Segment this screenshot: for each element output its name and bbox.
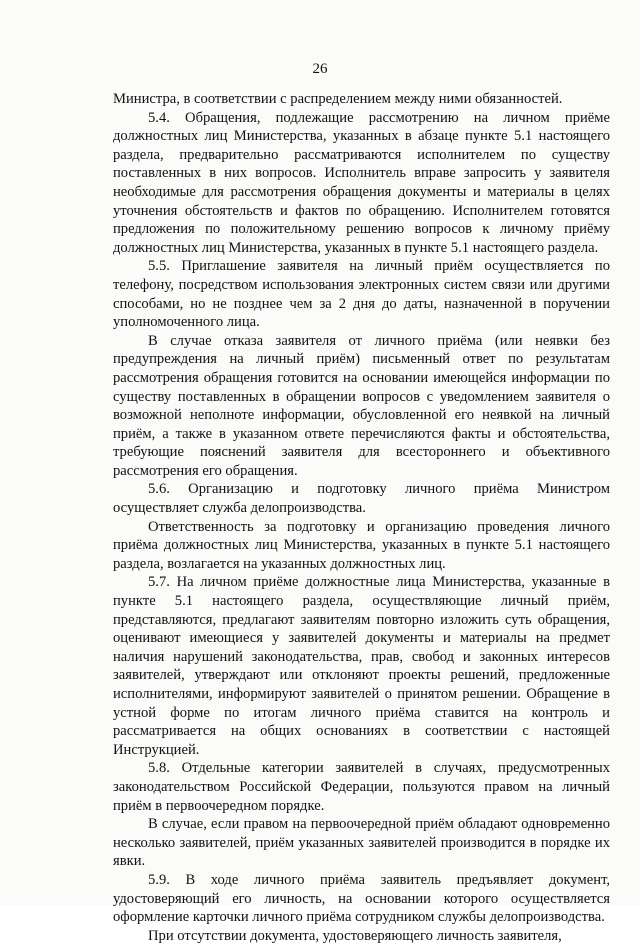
- paragraph-refusal: В случае отказа заявителя от личного приёма (или неявки без предупреждения на личный приём) письменный ответ по результатам рассмотрения обращения готовится на основании имеющейся информации по существу поставленных в обращении вопросов с уведомлением заявителя о возможной неполноте информации, обусловленной его неявкой на личный приём, а также в указанном ответе перечисляются факты и обстоятельства, требующие пояснений заявителя для всестороннего и объективного рассмотрения его обращения.: [113, 332, 610, 479]
- paragraph-continuation: Министра, в соответствии с распределением между ними обязанностей.: [113, 91, 563, 107]
- paragraph-priority: В случае, если правом на первоочередной приём обладают одновременно несколько заявителей, приём указанных заявителей производится в порядке их явки.: [113, 816, 610, 870]
- paragraph-5-8: 5.8. Отдельные категории заявителей в случаях, предусмотренных законодательством Российской Федерации, пользуются правом на личный приём в первоочередном порядке.: [113, 760, 610, 814]
- paragraph-no-document: При отсутствии документа, удостоверяющего личность заявителя,: [148, 927, 562, 944]
- paragraph-5-7: 5.7. На личном приёме должностные лица Министерства, указанные в пункте 5.1 настоящего раздела, осуществляющие личный приём, представляются, предлагают заявителям повторно изложить суть обращения, оценивают имеющиеся у заявителей документы и материалы на предмет наличия нарушений законодательства, прав, свобод и законных интересов заявителей, утверждают или отклоняют проекты решений, предложенные исполнителями, информируют заявителей о принятом решении. Обращение в устной форме по итогам личного приёма ставится на контроль и рассматривается на общих основаниях в соответствии с настоящей Инструкцией.: [113, 574, 610, 758]
- paragraph-5-4: 5.4. Обращения, подлежащие рассмотрению на личном приёме должностных лиц Министерства, указанных в абзаце пункте 5.1 настоящего раздела, предварительно рассматриваются исполнителем по существу поставленных в них вопросов. Исполнитель вправе запросить у заявителя необходимые для рассмотрения обращения документы и материалы в целях уточнения обстоятельств и фактов по обращению. Исполнителем готовятся предложения по положительному решению вопросов к личному приёму должностных лиц Министерства, указанных в пункте 5.1 настоящего раздела.: [113, 109, 610, 256]
- paragraph-5-6: 5.6. Организацию и подготовку личного приёма Министром осуществляет служба делопроизводства.: [113, 481, 610, 517]
- page-number: 26: [312, 61, 328, 77]
- document-body: [113, 90, 610, 945]
- paragraph-5-9: 5.9. В ходе личного приёма заявитель предъявляет документ, удостоверяющий его личность, на основании которого осуществляется оформление карточки личного приёма сотрудником службы делопроизводства.: [113, 871, 610, 926]
- paragraph-responsibility: Ответственность за подготовку и организацию проведения личного приёма должностных лиц Министерства, указанных в пункте 5.1 настоящего раздела, возлагается на указанных должностных лиц.: [113, 518, 610, 572]
- paragraph-5-5: 5.5. Приглашение заявителя на личный приём осуществляется по телефону, посредством использования электронных систем связи или другими способами, но не позднее чем за 2 дня до даты, назначенной в поручении уполномоченного лица.: [113, 258, 610, 331]
